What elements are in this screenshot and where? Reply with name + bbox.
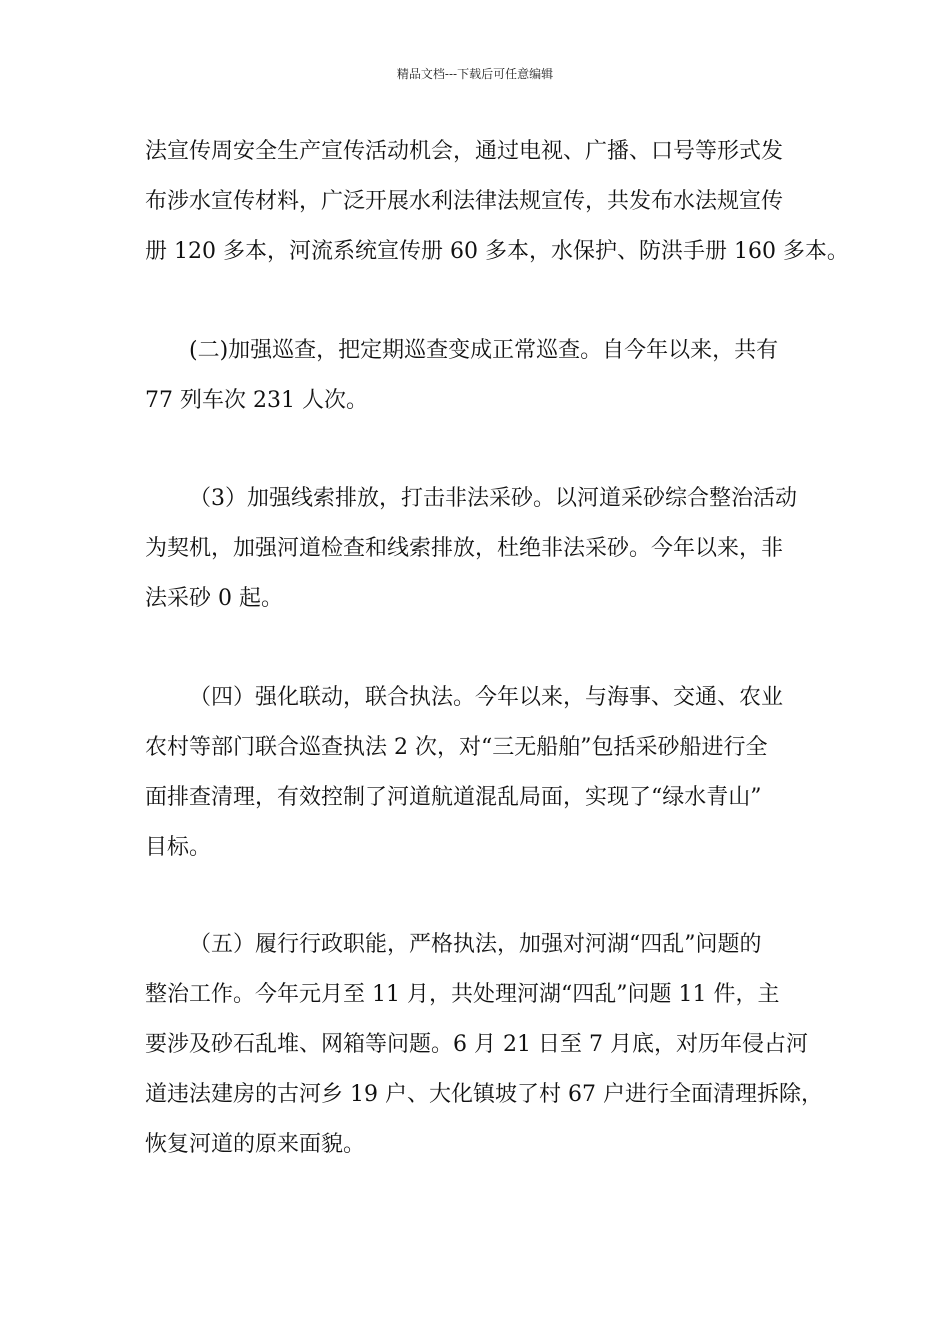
text-line: 77 列车次 231 人次。 (145, 388, 368, 413)
text-line: 册 120 多本，河流系统宣传册 60 多本，水保护、防洪手册 160 多本。 (145, 239, 849, 264)
paragraph-patrol (145, 326, 810, 426)
text-line: （3）加强线索排放，打击非法采砂。以河道采砂综合整治活动 (189, 486, 797, 511)
text-line: 法采砂 0 起。 (145, 586, 283, 611)
text-line: (二)加强巡查，把定期巡查变成正常巡查。自今年以来，共有 (189, 338, 779, 363)
text-line: 法宣传周安全生产宣传活动机会，通过电视、广播、口号等形式发 (145, 139, 784, 164)
paragraph-joint-enforcement (145, 673, 810, 873)
page-header: 精品文档---下载后可任意编辑 (396, 67, 554, 81)
paragraph-sand-mining (145, 474, 810, 624)
text-line: 目标。 (145, 835, 212, 860)
text-line: 整治工作。今年元月至 11 月，共处理河湖“四乱”问题 11 件，主 (145, 982, 780, 1007)
text-line: 面排查清理，有效控制了河道航道混乱局面，实现了“绿水青山” (145, 785, 762, 810)
paragraph-publicity (145, 127, 849, 277)
text-line: （四）强化联动，联合执法。今年以来，与海事、交通、农业 (189, 685, 784, 710)
paragraph-four-chaos (145, 920, 823, 1170)
text-line: 道违法建房的古河乡 19 户、大化镇坡了村 67 户进行全面清理拆除， (145, 1082, 823, 1107)
text-line: 要涉及砂石乱堆、网箱等问题。6 月 21 日至 7 月底，对历年侵占河 (145, 1032, 808, 1057)
text-line: 恢复河道的原来面貌。 (145, 1132, 366, 1157)
text-line: 农村等部门联合巡查执法 2 次，对“三无船舶”包括采砂船进行全 (145, 735, 768, 760)
text-line: 为契机，加强河道检查和线索排放，杜绝非法采砂。今年以来，非 (145, 536, 784, 561)
text-line: （五）履行行政职能，严格执法，加强对河湖“四乱”问题的 (189, 932, 762, 957)
text-line: 布涉水宣传材料，广泛开展水利法律法规宣传，共发布水法规宣传 (145, 189, 784, 214)
